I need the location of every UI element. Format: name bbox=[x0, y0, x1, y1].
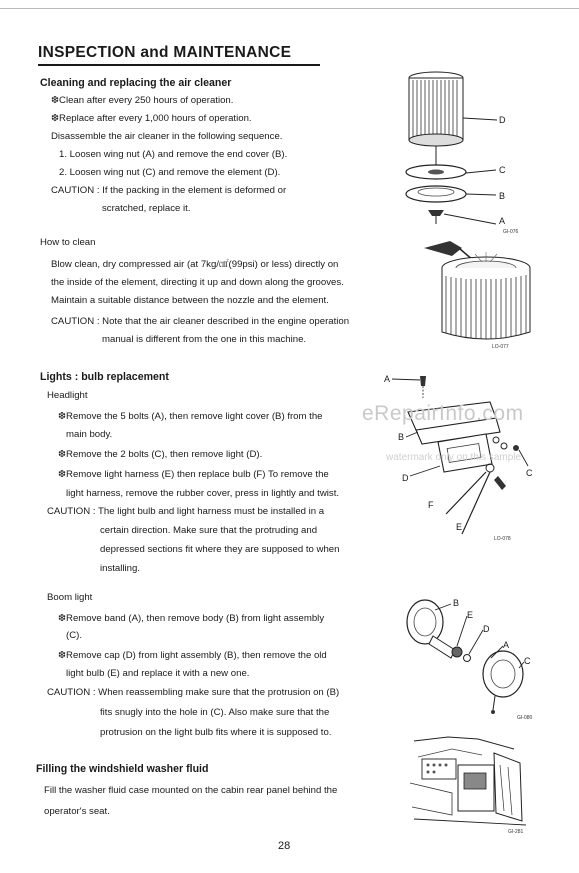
air-cleaner-heading: Cleaning and replacing the air cleaner bbox=[40, 77, 232, 89]
fig5-code: GI-281 bbox=[508, 829, 524, 835]
headlight-text-line: ❆Remove light harness (E) then replace bulb (F) To remove the bbox=[58, 469, 329, 480]
title-underline bbox=[38, 64, 320, 66]
headlight-caution-cont: installing. bbox=[100, 563, 140, 574]
headlight-text-line: ❆Remove the 2 bolts (C), then remove light (D). bbox=[58, 449, 263, 460]
clean-text-line: Blow clean, dry compressed air (at 7kg/㎠(99psi) or less) directly on bbox=[51, 259, 339, 270]
washer-text-line: Fill the washer fluid case mounted on the cabin rear panel behind the bbox=[44, 785, 338, 796]
fig4-label-c: C bbox=[524, 656, 531, 666]
air-caution: CAUTION : If the packing in the element is deformed or bbox=[51, 185, 287, 196]
clean-text-line: Maintain a suitable distance between the nozzle and the element. bbox=[51, 295, 329, 306]
fig4-label-e: E bbox=[467, 610, 474, 620]
fig3-label-c: C bbox=[526, 468, 533, 478]
page-title: INSPECTION and MAINTENANCE bbox=[38, 44, 292, 61]
fig3-label-b: B bbox=[398, 432, 405, 442]
fig1-label-d: D bbox=[499, 115, 506, 125]
fig1-label-a: A bbox=[499, 216, 506, 226]
top-border-line bbox=[0, 8, 579, 9]
boom-caution: CAUTION : When reassembling make sure that the protrusion on (B) bbox=[47, 687, 340, 698]
headlight-text-line: light harness, remove the rubber cover, press in lightly and twist. bbox=[66, 488, 340, 499]
air-step-2: 2. Loosen wing nut (C) and remove the element (D). bbox=[59, 167, 281, 178]
cabin-washer-figure bbox=[408, 735, 534, 835]
fig1-label-b: B bbox=[499, 191, 506, 201]
clean-caution: CAUTION : Note that the air cleaner described in the engine operation bbox=[51, 316, 350, 327]
clean-caution-cont: manual is different from the one in this machine. bbox=[102, 334, 307, 345]
watermark-large: eRepairInfo.com bbox=[362, 402, 524, 425]
boom-text-line: ❆Remove cap (D) from light assembly (B), then remove the old bbox=[58, 650, 327, 661]
boom-caution-cont: protrusion on the light bulb fits where it is supposed to. bbox=[100, 727, 332, 738]
air-text-line: Disassemble the air cleaner in the following sequence. bbox=[51, 131, 283, 142]
boom-light-exploded-figure bbox=[395, 592, 545, 724]
watermark-small: watermark only on this sample bbox=[386, 452, 522, 463]
fig3-label-e: E bbox=[456, 522, 463, 532]
headlight-caution: CAUTION : The light bulb and light harness must be installed in a bbox=[47, 506, 325, 517]
fig3-label-a: A bbox=[384, 374, 391, 384]
air-cleaner-exploded-figure bbox=[400, 68, 540, 238]
fig4-label-b: B bbox=[453, 598, 460, 608]
headlight-caution-cont: certain direction. Make sure that the protruding and bbox=[100, 525, 318, 536]
washer-heading: Filling the windshield washer fluid bbox=[36, 763, 209, 775]
boom-caution-cont: fits snugly into the hole in (C). Also make sure that the bbox=[100, 707, 330, 718]
how-to-clean-heading: How to clean bbox=[40, 237, 96, 248]
fig4-label-a: A bbox=[503, 640, 510, 650]
clean-text-line: the inside of the element, directing it up and down along the grooves. bbox=[51, 277, 344, 288]
page-number: 28 bbox=[278, 840, 291, 852]
fig3-label-d: D bbox=[402, 473, 409, 483]
fig4-code: GI-080 bbox=[517, 715, 533, 721]
headlight-text-line: main body. bbox=[66, 429, 113, 440]
headlight-subheading: Headlight bbox=[47, 390, 88, 401]
headlight-text-line: ❆Remove the 5 bolts (A), then remove light cover (B) from the bbox=[58, 411, 323, 422]
lights-heading: Lights : bulb replacement bbox=[40, 371, 169, 383]
air-caution-cont: scratched, replace it. bbox=[102, 203, 191, 214]
washer-text-line: operator's seat. bbox=[44, 806, 110, 817]
boom-text-line: ❆Remove band (A), then remove body (B) from light assembly bbox=[58, 613, 325, 624]
air-text-line: ❆Clean after every 250 hours of operation. bbox=[51, 95, 234, 106]
fig3-label-f: F bbox=[428, 500, 434, 510]
air-filter-cleaning-figure bbox=[420, 232, 545, 350]
fig1-code: GI-076 bbox=[503, 229, 519, 235]
headlight-caution-cont: depressed sections fit where they are supposed to when bbox=[100, 544, 340, 555]
fig3-code: LO-078 bbox=[494, 536, 511, 542]
air-text-line: ❆Replace after every 1,000 hours of operation. bbox=[51, 113, 252, 124]
boom-text-line: (C). bbox=[66, 630, 82, 641]
fig2-code: LO-077 bbox=[492, 344, 509, 350]
boom-light-subheading: Boom light bbox=[47, 592, 93, 603]
fig4-label-d: D bbox=[483, 624, 490, 634]
air-step-1: 1. Loosen wing nut (A) and remove the end cover (B). bbox=[59, 149, 288, 160]
boom-text-line: light bulb (E) and replace it with a new one. bbox=[66, 668, 250, 679]
fig1-label-c: C bbox=[499, 165, 506, 175]
